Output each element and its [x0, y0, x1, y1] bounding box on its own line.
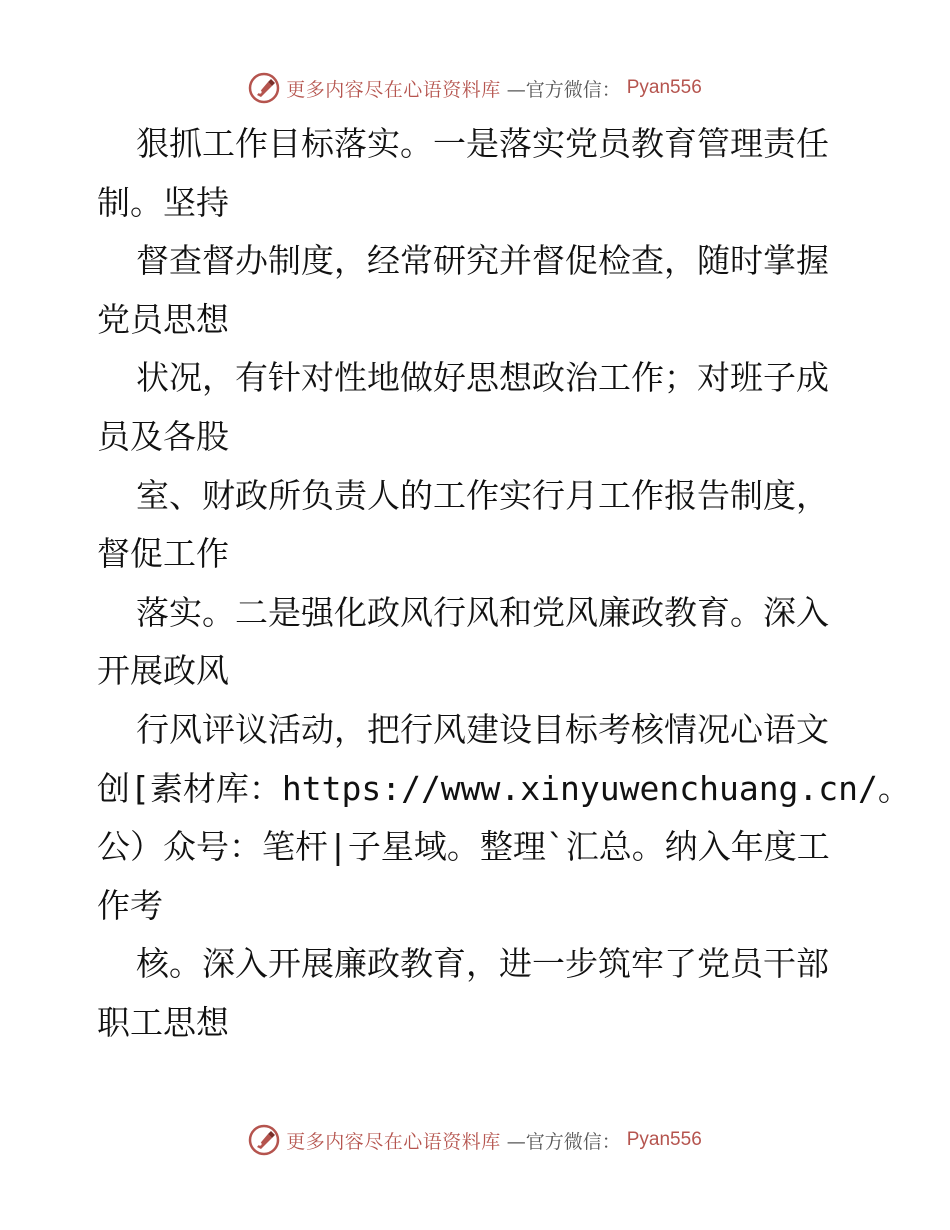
body-line: 党员思想: [97, 299, 229, 339]
body-line: 行风评议活动，把行风建设目标考核情况心语文: [136, 709, 829, 749]
header-banner: [0, 70, 950, 106]
footer-banner-separator: —官方微信：: [506, 1130, 621, 1153]
header-banner-separator: —官方微信：: [506, 78, 621, 101]
body-line: 制。坚持: [97, 182, 229, 222]
body-line: 督促工作: [97, 534, 229, 574]
header-banner-handle: Pyan556: [626, 77, 702, 98]
body-line: 状况，有针对性地做好思想政治工作；对班子成: [136, 358, 829, 398]
header-banner-inner: [248, 72, 702, 104]
body-line: 核。深入开展廉政教育，进一步筑牢了党员干部: [136, 944, 829, 984]
footer-banner-text: 更多内容尽在心语资料库: [286, 1130, 501, 1153]
body-line: 作考: [97, 885, 163, 925]
footer-banner: [0, 1122, 950, 1158]
pen-nib-logo-icon: [248, 1124, 280, 1156]
body-line: 职工思想: [97, 1002, 229, 1042]
body-line: 狠抓工作目标落实。一是落实党员教育管理责任: [136, 124, 829, 163]
body-line: 创[素材库：https://www.xinyuwenchuang.cn/。: [97, 768, 911, 808]
body-line: 室、财政所负责人的工作实行月工作报告制度，: [136, 475, 829, 515]
pen-nib-logo-icon: [248, 72, 280, 104]
body-line: 员及各股: [97, 416, 229, 456]
body-line: 开展政风: [97, 651, 229, 691]
header-banner-text: 更多内容尽在心语资料库: [286, 78, 501, 101]
footer-banner-handle: Pyan556: [626, 1129, 702, 1150]
body-line: 督查督办制度，经常研究并督促检查，随时掌握: [136, 241, 829, 281]
body-line: 公）众号：笔杆|子星域。整理`汇总。纳入年度工: [97, 827, 830, 867]
footer-banner-inner: [248, 1124, 702, 1156]
document-body: [97, 115, 911, 1053]
body-line: 落实。二是强化政风行风和党风廉政教育。深入: [136, 592, 829, 632]
